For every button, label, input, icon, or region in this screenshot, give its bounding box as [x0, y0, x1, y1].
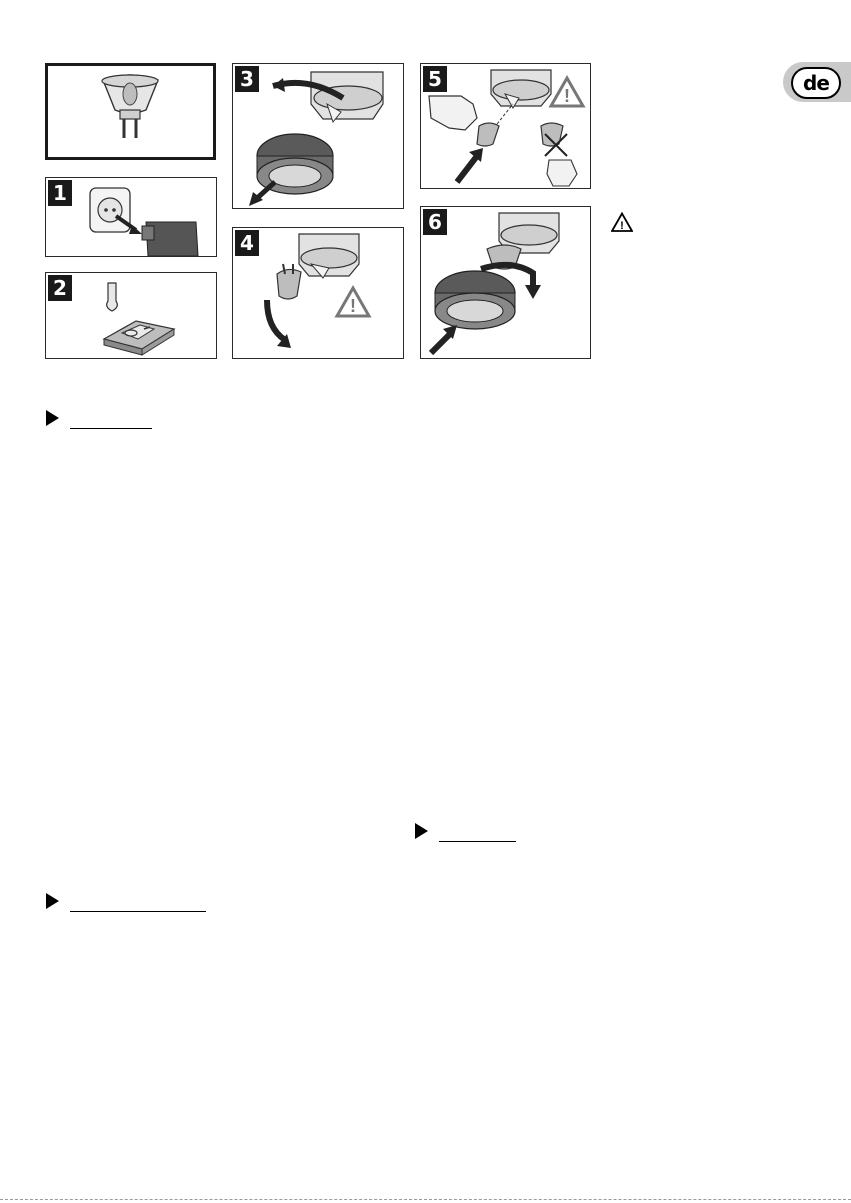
- step-number: 6: [423, 209, 447, 235]
- insert-lamp-illustration: [421, 64, 590, 188]
- warning-triangle-icon: [611, 212, 633, 232]
- step-number: 5: [423, 66, 447, 92]
- step-5-panel: [420, 63, 591, 189]
- step-1-panel: [45, 177, 217, 257]
- section-heading: [46, 409, 176, 429]
- triangle-bullet-icon: [46, 410, 59, 426]
- step-2-panel: [45, 272, 217, 359]
- language-badge-label: de: [791, 67, 841, 99]
- step-6-panel: [420, 206, 591, 359]
- section-heading: [415, 822, 545, 842]
- step-number: 1: [48, 180, 72, 206]
- warning-triangle-icon: [551, 78, 583, 106]
- halogen-lamp-illustration: [48, 66, 213, 157]
- lamp-overview-panel: [45, 63, 216, 160]
- section-heading: [46, 892, 226, 912]
- step-number: 3: [235, 66, 259, 92]
- screw-ring-illustration: [421, 207, 590, 358]
- svg-text:!: !: [350, 296, 356, 316]
- heading-underline: [70, 911, 206, 912]
- svg-text:!: !: [620, 220, 624, 232]
- warning-triangle-icon: [337, 288, 369, 316]
- step-number: 4: [235, 230, 259, 256]
- svg-text:!: !: [564, 86, 570, 106]
- page-bottom-rule: [0, 1199, 851, 1200]
- triangle-bullet-icon: [46, 893, 59, 909]
- step-number: 2: [48, 275, 72, 301]
- step-4-panel: [232, 227, 404, 359]
- heading-underline: [439, 841, 516, 842]
- heading-underline: [70, 428, 152, 429]
- unscrew-ring-illustration: [233, 64, 403, 208]
- remove-lamp-illustration: [233, 228, 403, 358]
- socket-plug-illustration: [46, 178, 216, 256]
- switch-off-illustration: [46, 273, 216, 358]
- language-badge: [783, 62, 851, 102]
- step-3-panel: [232, 63, 404, 209]
- triangle-bullet-icon: [415, 823, 428, 839]
